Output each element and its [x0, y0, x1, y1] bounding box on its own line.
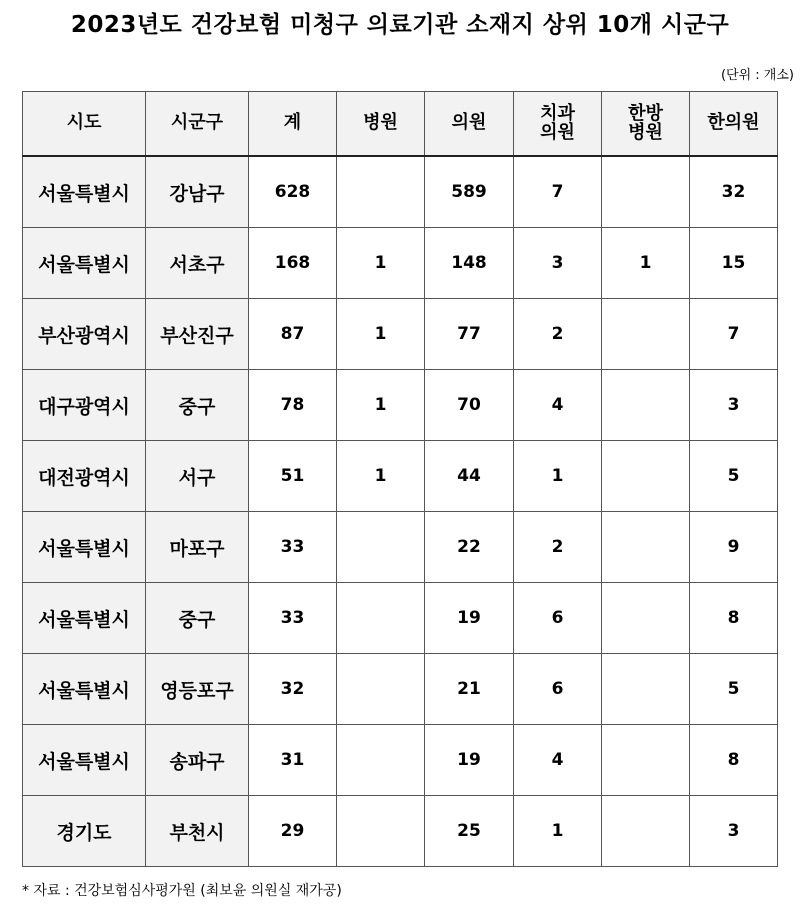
table-row — [23, 228, 778, 299]
cell-total: 628 — [249, 156, 337, 228]
column-header-sigungu: 시군구 — [146, 92, 249, 157]
cell-oriental-clinic: 7 — [690, 299, 778, 370]
cell-hospital: 1 — [337, 228, 425, 299]
cell-total: 78 — [249, 370, 337, 441]
cell-dental-clinic: 4 — [514, 370, 602, 441]
cell-total: 31 — [249, 725, 337, 796]
cell-oriental-hospital — [602, 370, 690, 441]
cell-oriental-hospital: 1 — [602, 228, 690, 299]
cell-sigungu: 서구 — [146, 441, 249, 512]
cell-clinic: 148 — [425, 228, 514, 299]
table-row — [23, 512, 778, 583]
cell-hospital: 1 — [337, 299, 425, 370]
cell-dental-clinic: 2 — [514, 299, 602, 370]
table-row — [23, 796, 778, 867]
cell-sigungu: 강남구 — [146, 156, 249, 228]
cell-oriental-hospital — [602, 654, 690, 725]
cell-total: 87 — [249, 299, 337, 370]
column-header-hospital: 병원 — [337, 92, 425, 157]
table-header-row — [23, 92, 778, 157]
cell-dental-clinic: 6 — [514, 654, 602, 725]
cell-hospital — [337, 725, 425, 796]
cell-clinic: 77 — [425, 299, 514, 370]
cell-oriental-hospital — [602, 796, 690, 867]
cell-hospital — [337, 583, 425, 654]
cell-clinic: 19 — [425, 725, 514, 796]
cell-oriental-hospital — [602, 156, 690, 228]
cell-sigungu: 부천시 — [146, 796, 249, 867]
data-table — [22, 91, 778, 867]
cell-hospital: 1 — [337, 441, 425, 512]
cell-oriental-clinic: 5 — [690, 441, 778, 512]
cell-sigungu: 서초구 — [146, 228, 249, 299]
cell-sido: 서울특별시 — [23, 512, 146, 583]
cell-hospital — [337, 654, 425, 725]
source-note: * 자료 : 건강보험심사평가원 (최보윤 의원실 재가공) — [22, 883, 342, 899]
cell-sido: 대구광역시 — [23, 370, 146, 441]
table-row — [23, 441, 778, 512]
cell-sido: 서울특별시 — [23, 228, 146, 299]
column-header-oriental-hospital: 한방 병원 — [602, 92, 690, 157]
cell-total: 32 — [249, 654, 337, 725]
cell-sido: 경기도 — [23, 796, 146, 867]
cell-sigungu: 영등포구 — [146, 654, 249, 725]
column-header-sido: 시도 — [23, 92, 146, 157]
cell-sido: 서울특별시 — [23, 583, 146, 654]
table-row — [23, 725, 778, 796]
page-title: 2023년도 건강보험 미청구 의료기관 소재지 상위 10개 시군구 — [70, 12, 730, 38]
cell-sido: 부산광역시 — [23, 299, 146, 370]
cell-total: 29 — [249, 796, 337, 867]
cell-oriental-clinic: 3 — [690, 796, 778, 867]
cell-dental-clinic: 1 — [514, 796, 602, 867]
column-header-dental-clinic: 치과 의원 — [514, 92, 602, 157]
column-header-total: 계 — [249, 92, 337, 157]
cell-oriental-hospital — [602, 441, 690, 512]
cell-hospital — [337, 796, 425, 867]
cell-sido: 대전광역시 — [23, 441, 146, 512]
cell-total: 51 — [249, 441, 337, 512]
cell-sido: 서울특별시 — [23, 654, 146, 725]
cell-hospital — [337, 512, 425, 583]
table-row — [23, 654, 778, 725]
column-header-clinic: 의원 — [425, 92, 514, 157]
cell-oriental-hospital — [602, 299, 690, 370]
cell-clinic: 589 — [425, 156, 514, 228]
cell-hospital — [337, 156, 425, 228]
cell-sigungu: 중구 — [146, 583, 249, 654]
cell-sigungu: 부산진구 — [146, 299, 249, 370]
cell-dental-clinic: 6 — [514, 583, 602, 654]
cell-oriental-clinic: 5 — [690, 654, 778, 725]
cell-oriental-clinic: 32 — [690, 156, 778, 228]
cell-oriental-clinic: 3 — [690, 370, 778, 441]
cell-oriental-clinic: 8 — [690, 725, 778, 796]
cell-clinic: 70 — [425, 370, 514, 441]
cell-oriental-clinic: 15 — [690, 228, 778, 299]
table-row — [23, 156, 778, 228]
cell-dental-clinic: 2 — [514, 512, 602, 583]
cell-total: 33 — [249, 583, 337, 654]
column-header-oriental-clinic: 한의원 — [690, 92, 778, 157]
cell-sido: 서울특별시 — [23, 156, 146, 228]
unit-note: (단위 : 개소) — [720, 68, 794, 83]
cell-clinic: 19 — [425, 583, 514, 654]
cell-oriental-hospital — [602, 725, 690, 796]
cell-clinic: 22 — [425, 512, 514, 583]
cell-total: 33 — [249, 512, 337, 583]
cell-clinic: 21 — [425, 654, 514, 725]
cell-oriental-clinic: 8 — [690, 583, 778, 654]
table-row — [23, 299, 778, 370]
cell-sigungu: 송파구 — [146, 725, 249, 796]
cell-dental-clinic: 3 — [514, 228, 602, 299]
cell-dental-clinic: 1 — [514, 441, 602, 512]
table-body — [23, 156, 778, 867]
cell-hospital: 1 — [337, 370, 425, 441]
cell-sigungu: 마포구 — [146, 512, 249, 583]
cell-oriental-hospital — [602, 583, 690, 654]
table-row — [23, 370, 778, 441]
table-row — [23, 583, 778, 654]
cell-oriental-hospital — [602, 512, 690, 583]
cell-dental-clinic: 4 — [514, 725, 602, 796]
cell-clinic: 25 — [425, 796, 514, 867]
cell-oriental-clinic: 9 — [690, 512, 778, 583]
cell-dental-clinic: 7 — [514, 156, 602, 228]
cell-total: 168 — [249, 228, 337, 299]
cell-sigungu: 중구 — [146, 370, 249, 441]
cell-sido: 서울특별시 — [23, 725, 146, 796]
cell-clinic: 44 — [425, 441, 514, 512]
